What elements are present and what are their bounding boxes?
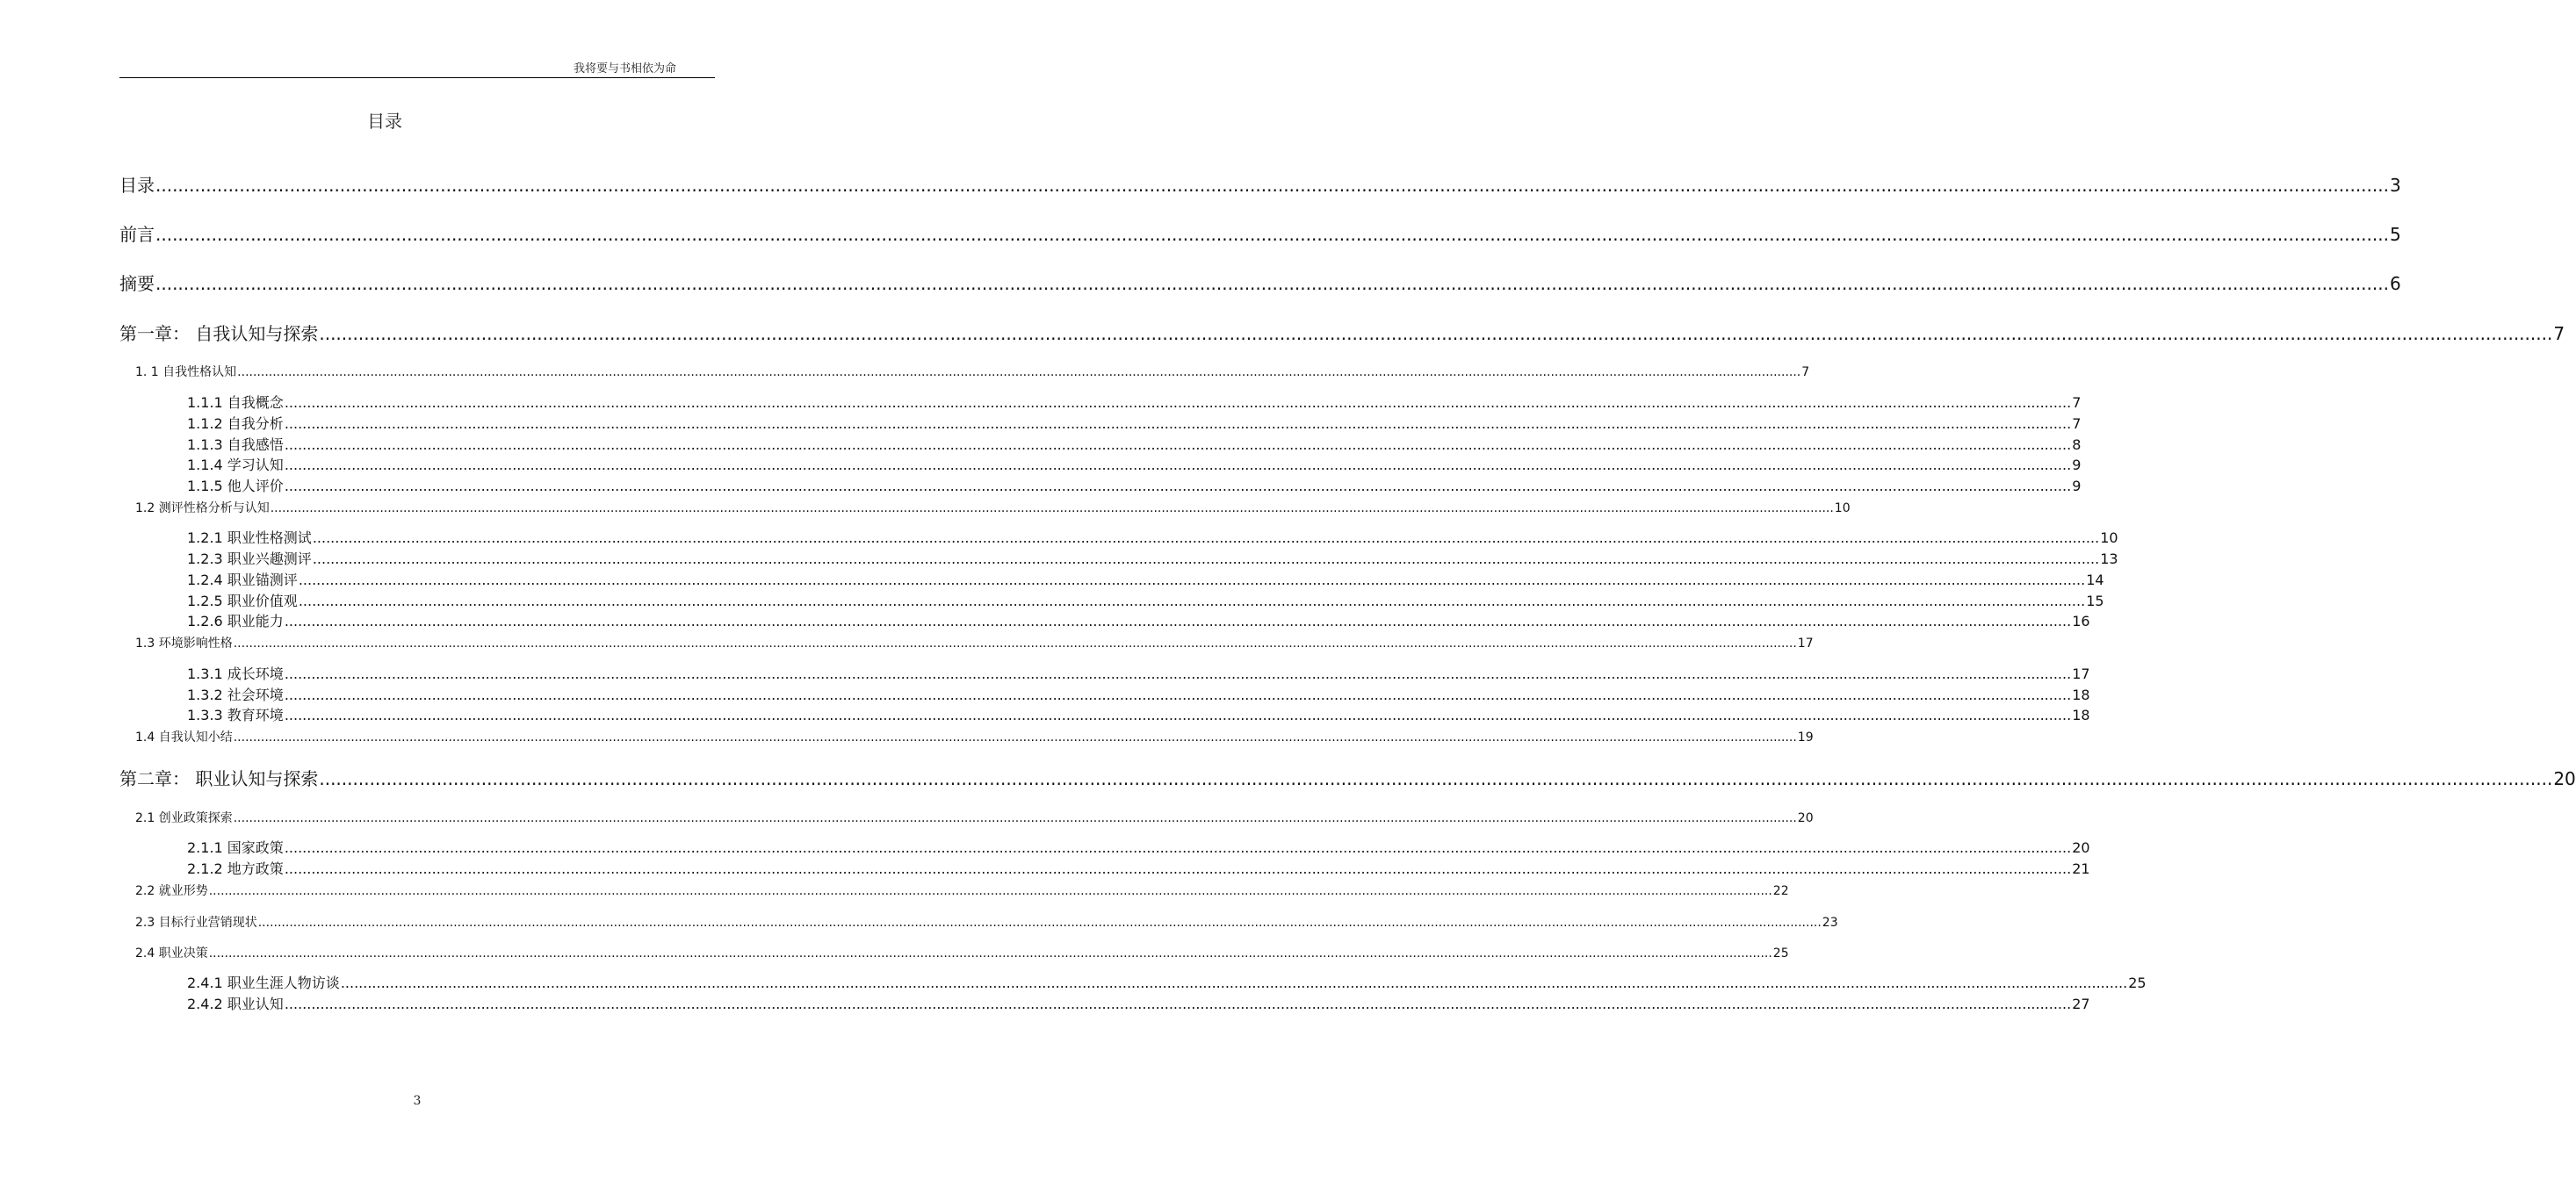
toc-entry-page: 16: [2072, 613, 2090, 630]
toc-entry-page: 9: [2072, 478, 2082, 494]
toc-entry[interactable]: [187, 590, 2104, 609]
toc-entry[interactable]: [187, 663, 2090, 682]
toc-entry-label: 2.1.2 地方政策: [187, 860, 284, 877]
page-number: 3: [413, 1094, 422, 1108]
toc-entry-page: 7: [1801, 365, 1810, 379]
toc-entry-label: 1.2 测评性格分析与认知: [135, 501, 270, 515]
toc-entry[interactable]: [187, 972, 2147, 991]
toc-entry[interactable]: [187, 610, 2090, 630]
toc-entry-page: 23: [1822, 916, 1838, 930]
toc-entry-page: 15: [2086, 593, 2104, 609]
toc-entry[interactable]: [135, 728, 1814, 745]
toc-leader: ................................................................................................................................................................................................................................................................................................................................................................................................................: [319, 768, 2553, 789]
toc-entry-page: 25: [1772, 946, 1789, 961]
toc-entry[interactable]: [187, 704, 2090, 723]
toc-entry-label: 2.4 职业决策: [135, 946, 208, 961]
toc-leader: ................................................................................................................................................................................................................................................................................................................................................................................................................: [284, 666, 2072, 682]
toc-entry-page: 20: [2072, 839, 2090, 856]
toc-leader: ................................................................................................................................................................................................................................................................................................................................................................................................................: [284, 860, 2072, 877]
toc-entry-page: 10: [2100, 529, 2118, 546]
toc-entry[interactable]: [187, 548, 2118, 567]
toc-entry[interactable]: [187, 392, 2082, 411]
toc-leader: ................................................................................................................................................................................................................................................................................................................................................................................................................: [233, 730, 1797, 745]
toc-entry-label: 1.3 环境影响性格: [135, 637, 233, 651]
toc-leader: ................................................................................................................................................................................................................................................................................................................................................................................................................: [312, 529, 2100, 546]
toc-leader: ................................................................................................................................................................................................................................................................................................................................................................................................................: [237, 365, 1801, 379]
toc-leader: ................................................................................................................................................................................................................................................................................................................................................................................................................: [284, 478, 2072, 494]
toc-entry[interactable]: [187, 434, 2082, 453]
header-rule: [119, 77, 715, 78]
toc-leader: ................................................................................................................................................................................................................................................................................................................................................................................................................: [284, 457, 2072, 473]
toc-leader: ................................................................................................................................................................................................................................................................................................................................................................................................................: [284, 687, 2072, 703]
toc-entry-label: 1.2.5 职业价值观: [187, 593, 298, 609]
toc-entry[interactable]: [135, 809, 1814, 826]
toc-leader: ................................................................................................................................................................................................................................................................................................................................................................................................................: [298, 572, 2086, 588]
toc-entry-page: 3: [2389, 175, 2401, 196]
toc-entry[interactable]: [119, 270, 2401, 294]
toc-entry-page: 22: [1772, 884, 1789, 898]
toc-entry-label: 2.4.1 职业生涯人物访谈: [187, 975, 340, 991]
toc-leader: ................................................................................................................................................................................................................................................................................................................................................................................................................: [208, 884, 1772, 898]
toc-leader: ................................................................................................................................................................................................................................................................................................................................................................................................................: [298, 593, 2086, 609]
toc-leader: ................................................................................................................................................................................................................................................................................................................................................................................................................: [284, 707, 2072, 723]
toc-entry[interactable]: [135, 913, 1838, 931]
toc-entry-page: 17: [2072, 666, 2090, 682]
toc-entry[interactable]: [119, 320, 2565, 344]
toc-entry-label: 1.3.1 成长环境: [187, 666, 284, 682]
toc-entry[interactable]: [187, 684, 2090, 703]
toc-entry-page: 25: [2128, 975, 2147, 991]
toc-entry-label: 目录: [119, 175, 155, 196]
toc-entry-page: 19: [1797, 730, 1814, 745]
toc-entry-page: 6: [2389, 273, 2401, 294]
toc-leader: ................................................................................................................................................................................................................................................................................................................................................................................................................: [233, 637, 1797, 651]
toc-entry-label: 1. 1 自我性格认知: [135, 365, 237, 379]
toc-leader: ................................................................................................................................................................................................................................................................................................................................................................................................................: [319, 323, 2553, 344]
toc-leader: ................................................................................................................................................................................................................................................................................................................................................................................................................: [340, 975, 2128, 991]
toc-entry-label: 1.3.3 教育环境: [187, 707, 284, 723]
toc-leader: ................................................................................................................................................................................................................................................................................................................................................................................................................: [284, 394, 2072, 411]
running-header: 我将要与书相依为命: [573, 62, 676, 76]
toc-entry-page: 10: [1834, 501, 1851, 515]
toc-entry[interactable]: [187, 413, 2082, 432]
page-title: 目录: [367, 111, 402, 132]
toc-entry-label: 1.3.2 社会环境: [187, 687, 284, 703]
toc-entry-label: 摘要: [119, 273, 155, 294]
toc-leader: ................................................................................................................................................................................................................................................................................................................................................................................................................: [233, 811, 1797, 825]
toc-entry-page: 9: [2072, 457, 2082, 473]
toc-leader: ................................................................................................................................................................................................................................................................................................................................................................................................................: [155, 273, 2389, 294]
toc-entry[interactable]: [187, 993, 2090, 1012]
toc-entry-label: 前言: [119, 224, 155, 245]
toc-leader: ................................................................................................................................................................................................................................................................................................................................................................................................................: [155, 175, 2389, 196]
toc-entry[interactable]: [119, 171, 2401, 196]
toc-entry-page: 20: [2553, 768, 2576, 789]
toc-leader: ................................................................................................................................................................................................................................................................................................................................................................................................................: [284, 613, 2072, 630]
toc-entry[interactable]: [135, 944, 1789, 961]
toc-entry-page: 20: [1797, 811, 1814, 825]
toc-entry[interactable]: [187, 569, 2104, 588]
toc-entry-page: 27: [2072, 996, 2090, 1012]
toc-entry-label: 1.2.3 职业兴趣测评: [187, 550, 312, 567]
toc-entry[interactable]: [135, 634, 1814, 651]
toc-entry-page: 14: [2086, 572, 2104, 588]
toc-leader: ................................................................................................................................................................................................................................................................................................................................................................................................................: [208, 946, 1772, 961]
toc-entry[interactable]: [135, 363, 1810, 380]
toc-entry-label: 1.1.2 自我分析: [187, 415, 284, 432]
toc-entry-label: 1.1.3 自我感悟: [187, 436, 284, 453]
toc-entry-label: 2.2 就业形势: [135, 884, 208, 898]
toc-leader: ................................................................................................................................................................................................................................................................................................................................................................................................................: [312, 550, 2100, 567]
toc-entry-label: 1.2.6 职业能力: [187, 613, 284, 630]
toc-entry-page: 13: [2100, 550, 2118, 567]
toc-entry-page: 7: [2072, 394, 2082, 411]
toc-leader: ................................................................................................................................................................................................................................................................................................................................................................................................................: [284, 996, 2072, 1012]
toc-entry-label: 1.1.4 学习认知: [187, 457, 284, 473]
toc-leader: ................................................................................................................................................................................................................................................................................................................................................................................................................: [270, 501, 1834, 515]
toc-entry-label: 1.2.1 职业性格测试: [187, 529, 312, 546]
toc-entry[interactable]: [187, 837, 2090, 856]
toc-entry-page: 21: [2072, 860, 2090, 877]
toc-entry[interactable]: [119, 220, 2401, 245]
toc-entry-page: 18: [2072, 687, 2090, 703]
toc-leader: ................................................................................................................................................................................................................................................................................................................................................................................................................: [284, 415, 2072, 432]
toc-entry-page: 5: [2389, 224, 2401, 245]
toc-entry-page: 7: [2553, 323, 2565, 344]
toc-entry-label: 1.4 自我认知小结: [135, 730, 233, 745]
toc-entry-page: 17: [1797, 637, 1814, 651]
toc-leader: ................................................................................................................................................................................................................................................................................................................................................................................................................: [284, 436, 2072, 453]
toc-entry-label: 1.2.4 职业锚测评: [187, 572, 298, 588]
toc-entry-page: 8: [2072, 436, 2082, 453]
toc-entry[interactable]: [135, 881, 1789, 899]
toc-entry-label: 2.1.1 国家政策: [187, 839, 284, 856]
toc-leader: ................................................................................................................................................................................................................................................................................................................................................................................................................: [257, 916, 1822, 930]
toc-entry[interactable]: [187, 527, 2118, 546]
toc-entry-label: 1.1.5 他人评价: [187, 478, 284, 494]
toc-entry-label: 2.3 目标行业营销现状: [135, 916, 257, 930]
toc-entry-label: 第二章： 职业认知与探索: [119, 768, 319, 789]
toc-entry-page: 7: [2072, 415, 2082, 432]
toc-entry[interactable]: [187, 858, 2090, 877]
toc-entry-label: 2.1 创业政策探索: [135, 811, 233, 825]
toc-leader: ................................................................................................................................................................................................................................................................................................................................................................................................................: [284, 839, 2072, 856]
toc-entry[interactable]: [119, 765, 2576, 789]
toc-entry-label: 1.1.1 自我概念: [187, 394, 284, 411]
toc-entry[interactable]: [187, 454, 2082, 473]
toc-entry-page: 18: [2072, 707, 2090, 723]
toc-entry-label: 2.4.2 职业认知: [187, 996, 284, 1012]
toc-entry-label: 第一章： 自我认知与探索: [119, 323, 319, 344]
toc-entry[interactable]: [135, 499, 1851, 516]
toc-leader: ................................................................................................................................................................................................................................................................................................................................................................................................................: [155, 224, 2389, 245]
toc-entry[interactable]: [187, 475, 2082, 494]
